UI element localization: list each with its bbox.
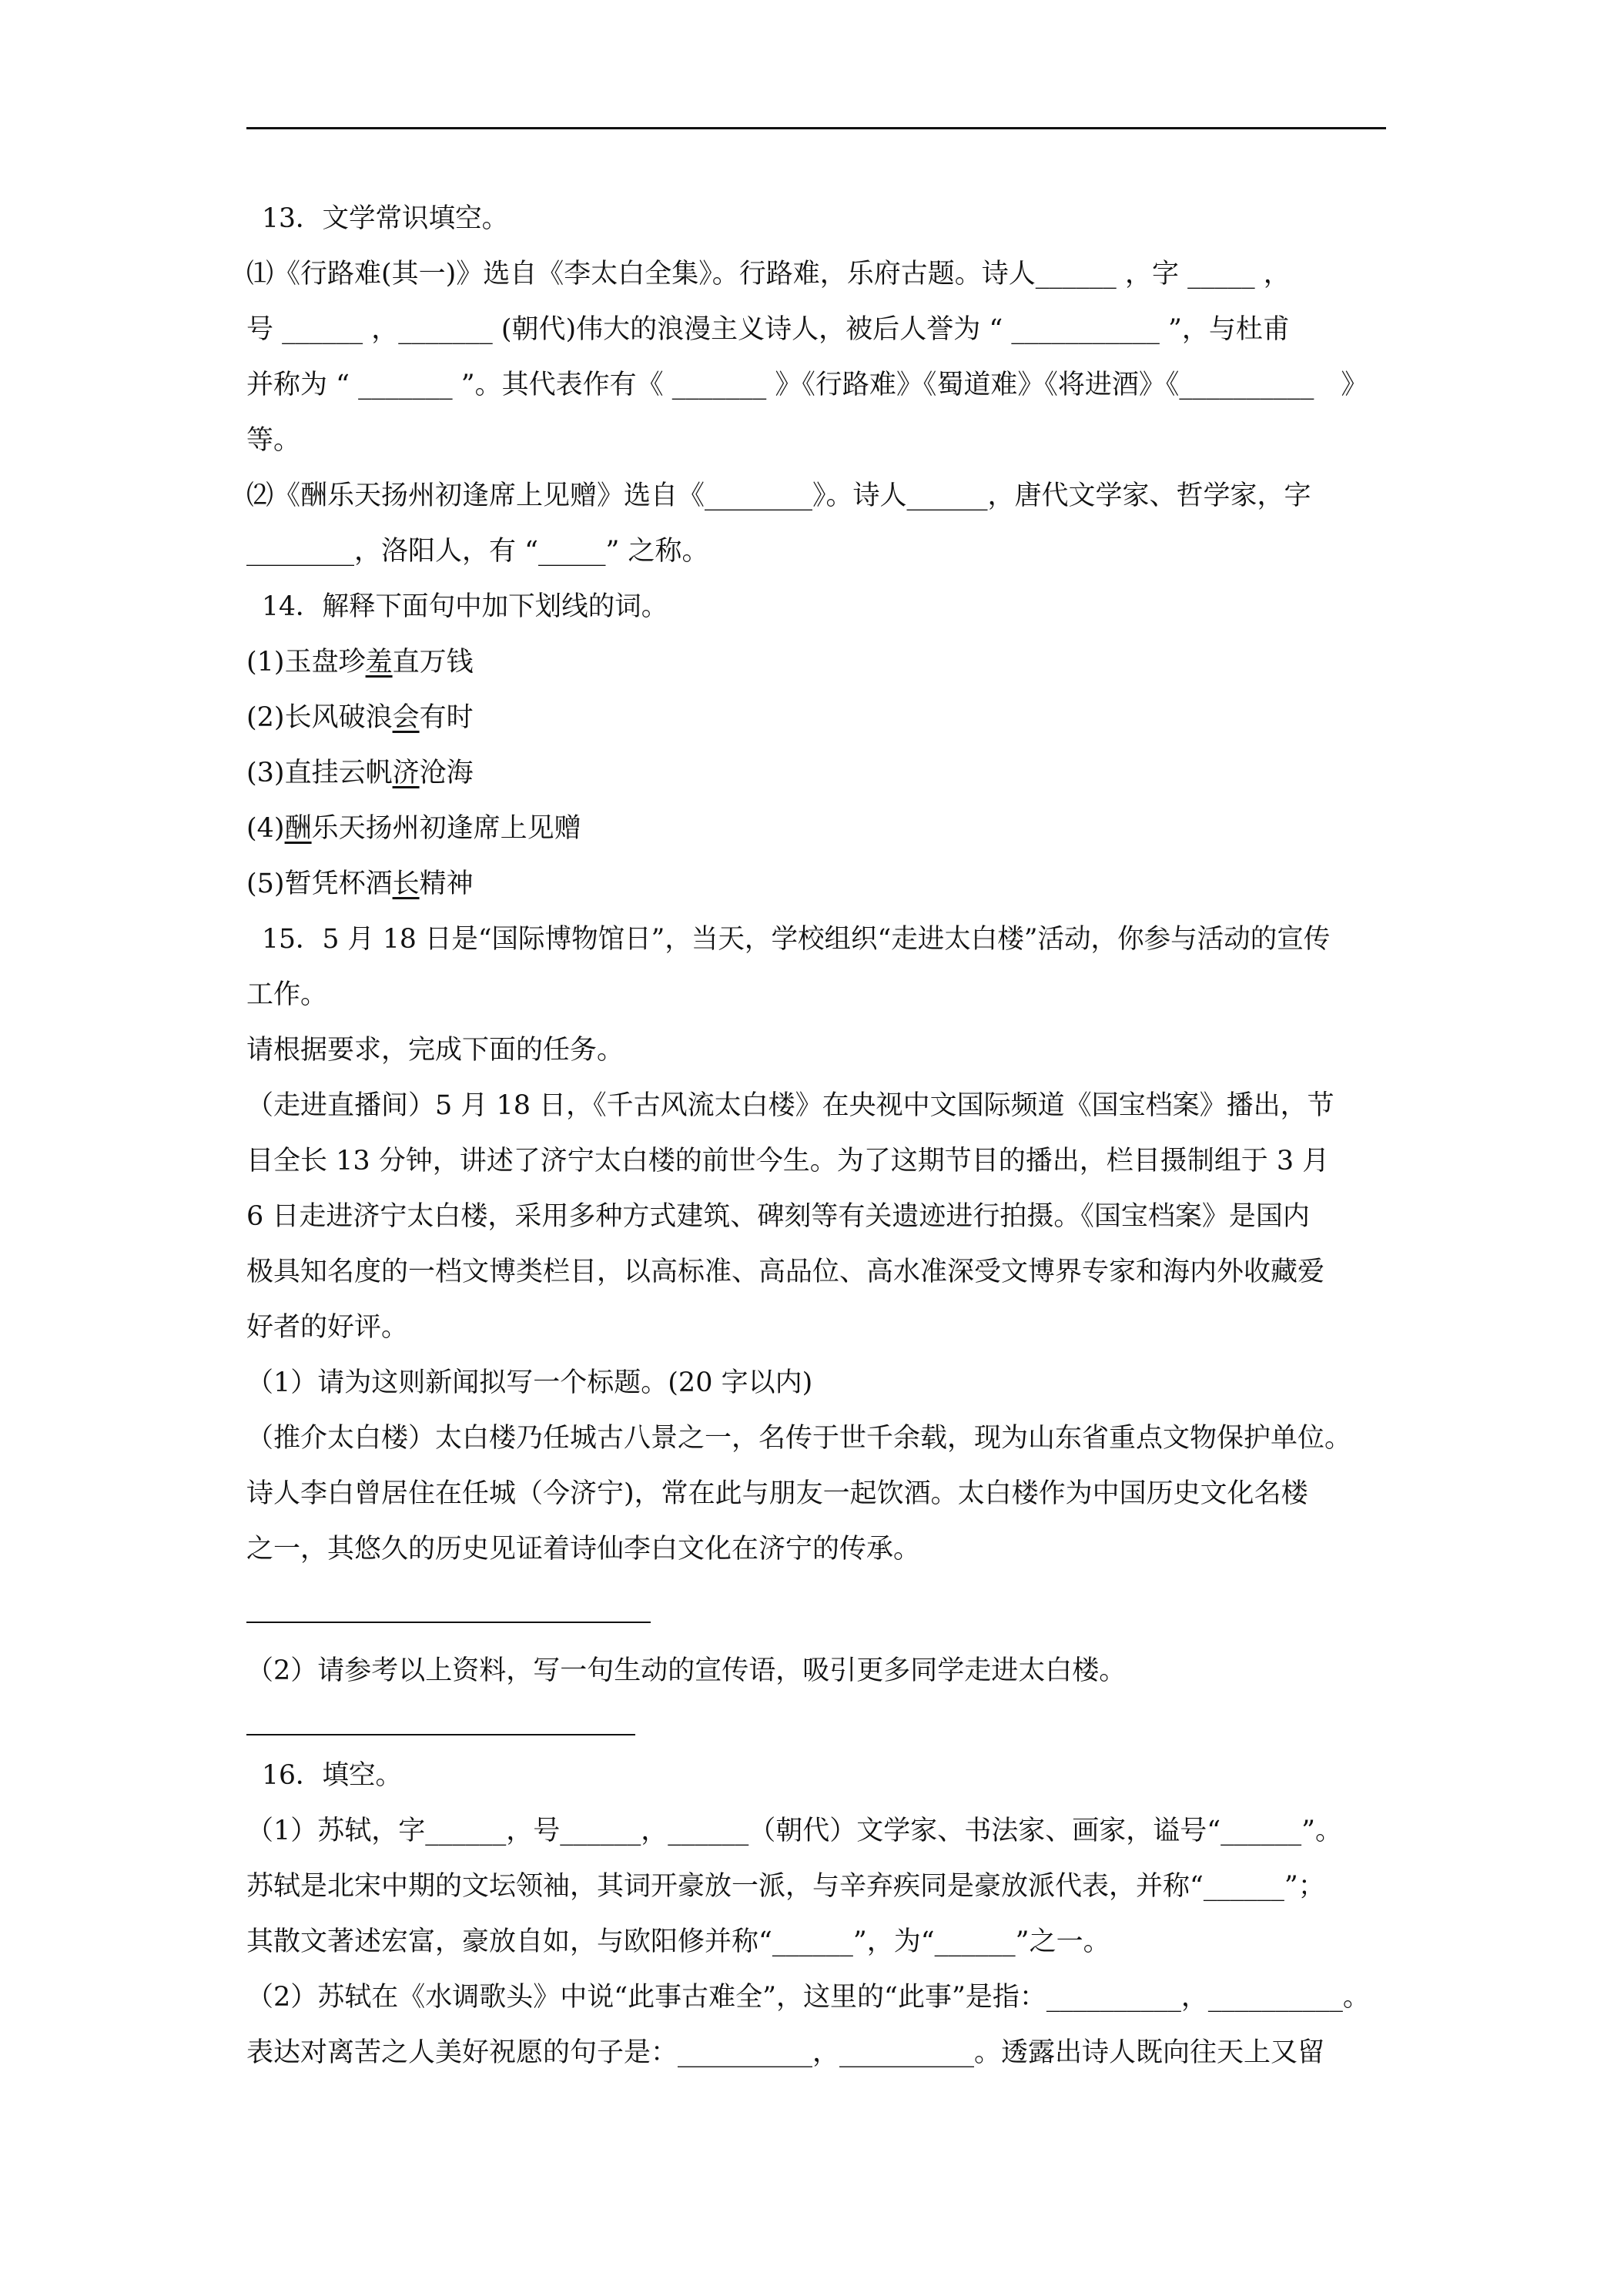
answer-blank-line: [246, 1622, 651, 1623]
q13-line-4: 等。: [246, 425, 301, 456]
q14-title: 14．解释下面句中加下划线的词。: [262, 591, 668, 622]
q14-item-text: 有时: [419, 702, 474, 733]
q15-line-7: 极具知名度的一档文博类栏目，以高标准、高品位、高水准深受文博界专家和海内外收藏爱: [246, 1257, 1325, 1287]
q14-item-text: (5)暂凭杯酒: [246, 869, 393, 899]
q14-item: [246, 699, 1386, 736]
q15-line-1: 15．5 月 18 日是“国际博物馆日”，当天，学校组织“走进太白楼”活动，你参与活动的宣传: [262, 924, 1331, 955]
q16-line-3: 其散文著述宏富，豪放自如，与欧阳修并称“______”，为“______”之一。: [246, 1926, 1110, 1957]
q13-line-5: ⑵《酬乐天扬州初逢席上见赠》选自《________》。诗人______，唐代文学家、哲学家，字: [246, 480, 1311, 511]
q15-line-4: （走进直播间）5 月 18 日，《千古风流太白楼》在央视中文国际频道《国宝档案》播出，节: [246, 1090, 1334, 1121]
q15-line-13: （2）请参考以上资料，写一句生动的宣传语，吸引更多同学走进太白楼。: [246, 1655, 1127, 1686]
q16-title: 16．填空。: [262, 1760, 403, 1791]
q14-item-text: (4): [246, 813, 285, 844]
q14-underlined-word: 酬: [284, 813, 312, 844]
q14-item-text: 乐天扬州初逢席上见赠: [311, 813, 581, 844]
q14-item: [246, 810, 1386, 847]
q16-line-4: （2）苏轼在《水调歌头》中说“此事古难全”，这里的“此事”是指：__________，__________。: [246, 1982, 1370, 2013]
q14-item-text: (3)直挂云帆: [246, 758, 393, 788]
q14-item-text: 沧海: [419, 758, 474, 788]
q13-line-6: ________，洛阳人，有 “_____” 之称。: [246, 536, 709, 567]
q15-line-8: 好者的好评。: [246, 1312, 409, 1343]
q15-line-5: 目全长 13 分钟，讲述了济宁太白楼的前世今生。为了这期节目的播出，栏目摄制组于 3 月: [246, 1146, 1330, 1176]
q15-line-9: （1）请为这则新闻拟写一个标题。(20 字以内): [246, 1367, 813, 1398]
q15-line-2: 工作。: [246, 979, 328, 1010]
q15-line-11: 诗人李白曾居住在任城（今济宁)，常在此与朋友一起饮酒。太白楼作为中国历史文化名楼: [246, 1478, 1308, 1509]
answer-blank-line: [246, 1734, 635, 1735]
q15-line-6: 6 日走进济宁太白楼，采用多种方式建筑、碑刻等有关遗迹进行拍摄。《国宝档案》是国内: [246, 1201, 1310, 1232]
q15-line-12: 之一，其悠久的历史见证着诗仙李白文化在济宁的传承。: [246, 1534, 921, 1565]
q13-line-3: 并称为 “ _______ ”。其代表作有《 _______ 》《行路难》《蜀道难》《将进酒》《__________ 》: [246, 370, 1368, 400]
q14-item: [246, 644, 1386, 681]
q14-underlined-word: 长: [392, 869, 420, 899]
q14-item-text: 直万钱: [392, 647, 474, 678]
q13-line-1: ⑴《行路难(其一)》选自《李太白全集》。行路难，乐府古题。诗人______ ，字 _____ ，: [246, 259, 1291, 290]
q14-item: [246, 865, 1386, 902]
q14-underlined-word: 会: [392, 702, 420, 733]
q14-underlined-word: 济: [392, 758, 420, 788]
q13-line-2: 号 ______ ，_______ (朝代)伟大的浪漫主义诗人，被后人誉为 “ ___________ ”，与杜甫: [246, 314, 1290, 345]
q15-line-10: （推介太白楼）太白楼乃任城古八景之一，名传于世千余载，现为山东省重点文物保护单位。: [246, 1423, 1352, 1454]
q14-item: [246, 755, 1386, 792]
q14-item-text: (1)玉盘珍: [246, 647, 366, 678]
q14-underlined-word: 羞: [365, 647, 393, 678]
q13-title: 13．文学常识填空。: [262, 203, 509, 234]
q16-line-2: 苏轼是北宋中期的文坛领袖，其词开豪放一派，与辛弃疾同是豪放派代表，并称“______”；: [246, 1871, 1325, 1902]
header-rule: [246, 127, 1386, 129]
q16-line-5: 表达对离苦之人美好祝愿的句子是：__________，__________。透露出诗人既向往天上又留: [246, 2037, 1325, 2068]
q15-line-3: 请根据要求，完成下面的任务。: [246, 1035, 624, 1066]
q14-item-text: 精神: [419, 869, 474, 899]
q14-item-text: (2)长风破浪: [246, 702, 393, 733]
q16-line-1: （1）苏轼，字______，号______，______（朝代）文学家、书法家、画家，谥号“______”。: [246, 1816, 1343, 1846]
